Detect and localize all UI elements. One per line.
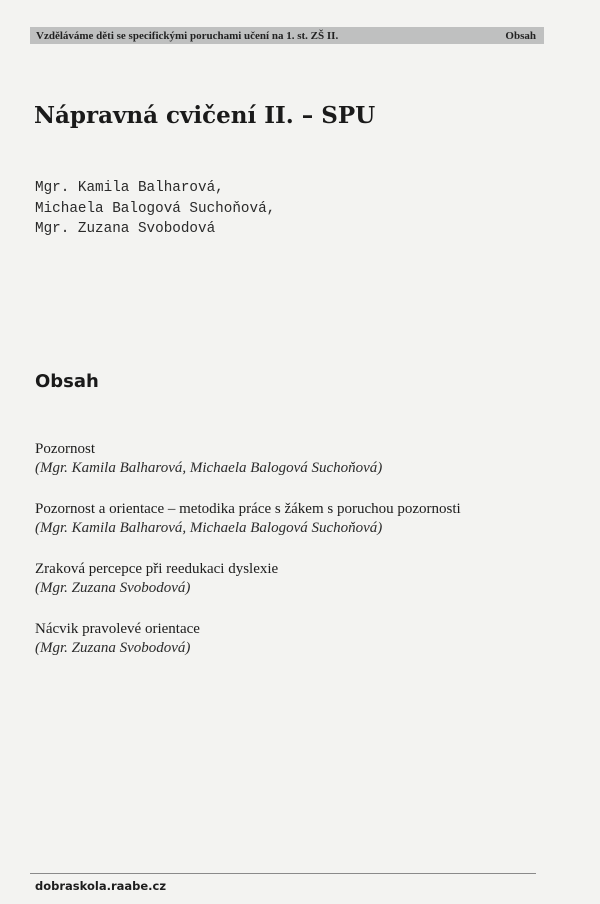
toc-item <box>35 500 555 538</box>
toc-item-title: Pozornost a orientace – metodika práce s žákem s poruchou pozornosti <box>35 501 461 517</box>
author-list <box>35 178 275 240</box>
toc-item <box>35 440 555 478</box>
author-line: Mgr. Kamila Balharová, <box>35 180 224 196</box>
toc-heading: Obsah <box>35 371 99 392</box>
series-title: Vzděláváme děti se specifickými poruchami učení na 1. st. ZŠ II. <box>36 29 339 42</box>
toc-item-title: Zraková percepce při reedukaci dyslexie <box>35 561 279 577</box>
author-line: Michaela Balogová Suchoňová, <box>35 200 276 217</box>
toc-item-title: Nácvik pravolevé orientace <box>35 621 200 637</box>
toc-item-authors: (Mgr. Zuzana Svobodová) <box>35 580 191 596</box>
footer-divider <box>30 873 536 874</box>
running-header <box>30 27 544 44</box>
toc-item-title: Pozornost <box>35 441 95 457</box>
toc-item-authors: (Mgr. Kamila Balharová, Michaela Balogová Suchoňová) <box>35 520 383 536</box>
toc-item <box>35 560 555 598</box>
footer-url: dobraskola.raabe.cz <box>35 879 167 893</box>
toc-item <box>35 620 555 658</box>
toc-item-authors: (Mgr. Kamila Balharová, Michaela Balogová Suchoňová) <box>35 460 383 476</box>
page-title: Nápravná cvičení II. – SPU <box>34 102 376 129</box>
toc-list <box>35 440 555 680</box>
author-line: Mgr. Zuzana Svobodová <box>35 221 216 237</box>
toc-item-authors: (Mgr. Zuzana Svobodová) <box>35 640 191 656</box>
section-label: Obsah <box>505 29 536 42</box>
